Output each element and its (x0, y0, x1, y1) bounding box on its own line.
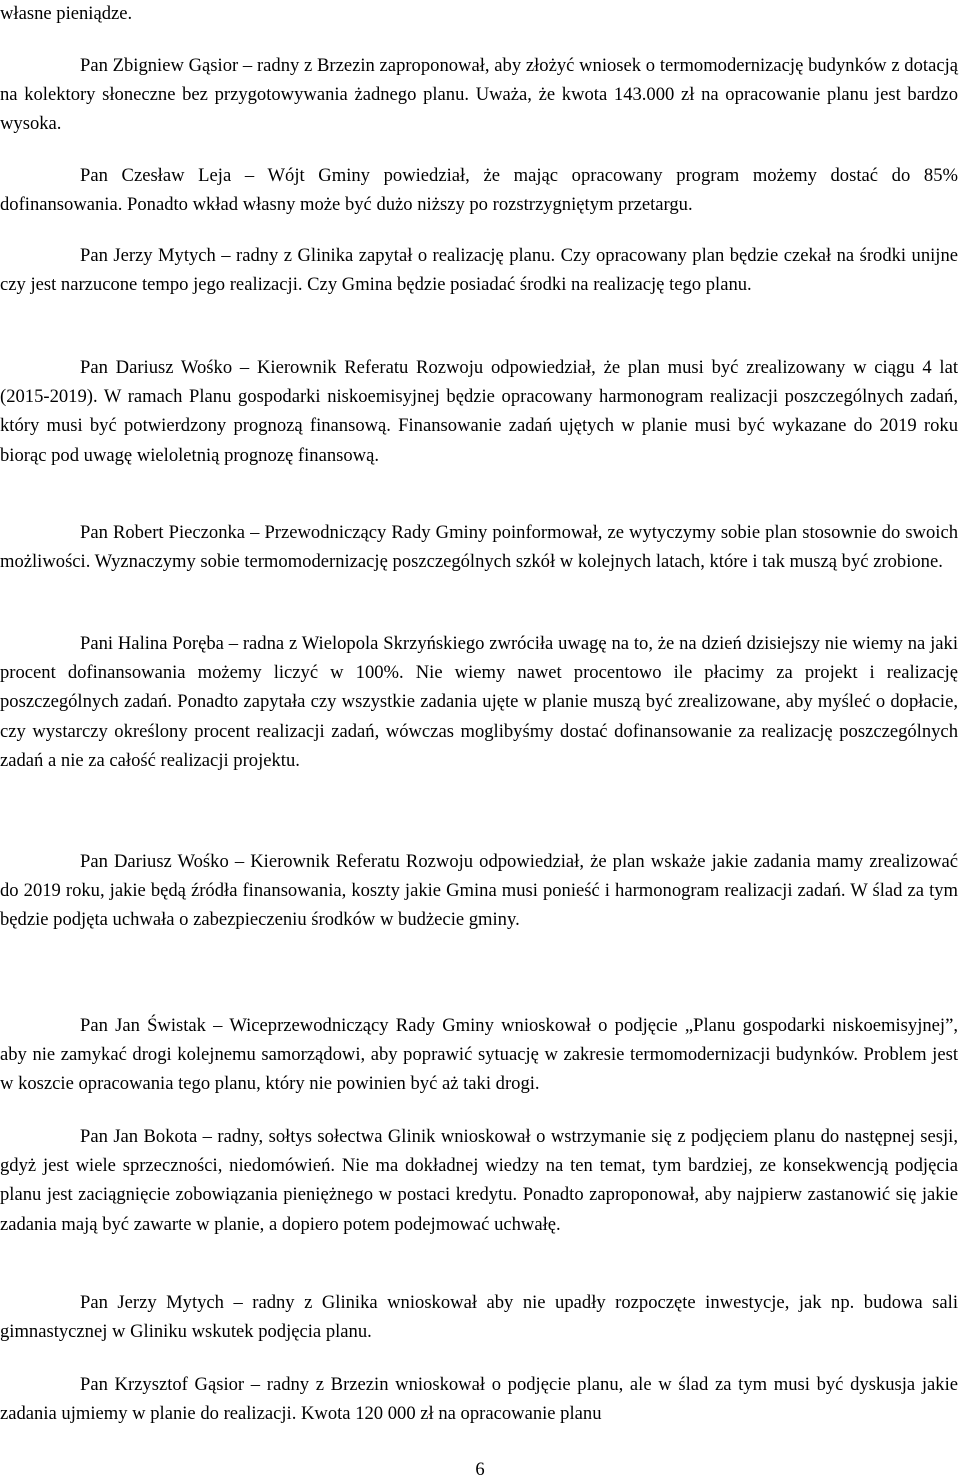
paragraph-halina-poreba: Pani Halina Poręba – radna z Wielopola Skrzyńskiego zwróciła uwagę na to, że na dzień dzisiejszy nie wiemy na jaki procent dofinansowania możemy liczyć w 100%. Nie wiemy nawet procentowo ile płacimy za projekt i realizację poszczególnych zadań. Ponadto zapytała czy wszystkie zadania ujęte w planie muszą być zrealizowane, aby myśleć o dopłacie, czy wystarczy określony procent realizacji zadań, wówczas moglibyśmy dostać dofinansowanie za realizację poszczególnych zadań a nie za całość realizacji projektu. (0, 633, 958, 771)
paragraph-jan-swistak: Pan Jan Świstak – Wiceprzewodniczący Rady Gminy wnioskował o podjęcie „Planu gospodarki niskoemisyjnej”, aby nie zamykać drogi kolejnemu samorządowi, aby poprawić sytuację w zakresie termomodernizacji budynków. Problem jest w koszcie opracowania tego planu, który nie powinien być aż taki drogi. (0, 1015, 958, 1095)
paragraph-jan-bokota: Pan Jan Bokota – radny, sołtys sołectwa Glinik wnioskował o wstrzymanie się z podjęciem planu do następnej sesji, gdyż jest wiele sprzeczności, niedomówień. Nie ma dokładnej wiedzy na ten temat, tym bardziej, ze konsekwencją podjęcia planu jest zaciągnięcie zobowiązania pieniężnego w postaci kredytu. Ponadto zaproponował, aby najpierw zastanowić się jakie zadania mają być zawarte w planie, a dopiero potem podejmować uchwałę. (0, 1126, 958, 1235)
paragraph-robert-pieczonka: Pan Robert Pieczonka – Przewodniczący Rady Gminy poinformował, ze wytyczymy sobie plan stosownie do swoich możliwości. Wyznaczymy sobie termomodernizację poszczególnych szkół w kolejnych latach, które i tak muszą być zrobione. (0, 522, 958, 573)
paragraph-krzysztof-gasior: Pan Krzysztof Gąsior – radny z Brzezin wnioskował o podjęcie planu, ale w ślad za tym musi być dyskusja jakie zadania ujmiemy w planie do realizacji. Kwota 120 000 zł na opracowanie planu (0, 1374, 958, 1425)
paragraph-czeslaw-leja: Pan Czesław Leja – Wójt Gminy powiedział, że mając opracowany program możemy dostać do 85% dofinansowania. Ponadto wkład własny może być dużo niższy po rozstrzygniętym przetargu. (0, 165, 958, 216)
paragraph-zbigniew-gasior: Pan Zbigniew Gąsior – radny z Brzezin zaproponował, aby złożyć wniosek o termomodernizację budynków z dotacją na kolektory słoneczne bez przygotowywania żadnego planu. Uważa, że kwota 143.000 zł na opracowanie planu jest bardzo wysoka. (0, 55, 958, 135)
paragraph-jerzy-mytych-motion: Pan Jerzy Mytych – radny z Glinika wnioskował aby nie upadły rozpoczęte inwestycje, jak np. budowa sali gimnastycznej w Gliniku wskutek podjęcia planu. (0, 1292, 958, 1343)
paragraph-jerzy-mytych-question: Pan Jerzy Mytych – radny z Glinika zapytał o realizację planu. Czy opracowany plan będzie czekał na środki unijne czy jest narzucone tempo jego realizacji. Czy Gmina będzie posiadać środki na realizację tego planu. (0, 245, 958, 296)
paragraph-dariusz-wosko-plan: Pan Dariusz Wośko – Kierownik Referatu Rozwoju odpowiedział, że plan wskaże jakie zadania mamy zrealizować do 2019 roku, jakie będą źródła finansowania, koszty jakie Gmina musi ponieść i harmonogram realizacji zadań. W ślad za tym będzie podjęta uchwała o zabezpieczeniu środków w budżecie gminy. (0, 851, 958, 931)
paragraph-dariusz-wosko-answer: Pan Dariusz Wośko – Kierownik Referatu Rozwoju odpowiedział, że plan musi być zrealizowany w ciągu 4 lat (2015-2019). W ramach Planu gospodarki niskoemisyjnej będzie opracowany harmonogram realizacji poszczególnych zadań, który musi być potwierdzony prognozą finansową. Finansowanie zadań ujętych w planie musi być wykazane do 2019 roku biorąc pod uwagę wieloletnią prognozę finansową. (0, 357, 958, 466)
paragraph-continuation: własne pieniądze. (0, 3, 133, 24)
page-number: 6 (475, 1459, 485, 1480)
